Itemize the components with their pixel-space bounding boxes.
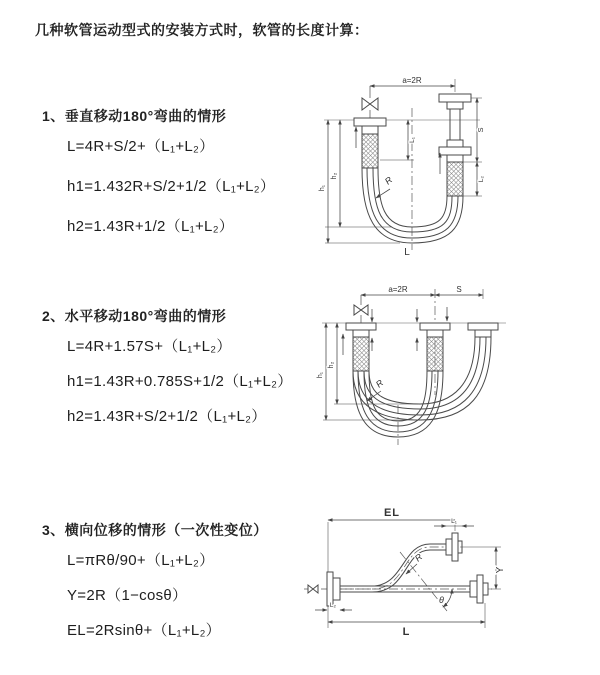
centerlines bbox=[322, 289, 506, 445]
diagram-vertical-180-bend bbox=[312, 70, 597, 265]
flange bbox=[354, 118, 386, 126]
dim-label-h2: h₂ bbox=[328, 361, 335, 369]
length-label: L bbox=[404, 247, 410, 258]
formula-length: L=4R+S/2+（L₁+L₂） bbox=[67, 138, 215, 155]
flange bbox=[439, 147, 471, 155]
dim-label-a2r: a=2R bbox=[388, 285, 408, 294]
braid-section bbox=[427, 337, 443, 371]
braid-section bbox=[353, 337, 369, 371]
radius-leader bbox=[406, 564, 417, 574]
hose-s-curve bbox=[340, 544, 446, 592]
section-2 bbox=[42, 306, 293, 440]
dim-label-h2: h₂ bbox=[331, 172, 338, 180]
diagram-horizontal-180-bend bbox=[310, 283, 600, 453]
section-1 bbox=[42, 106, 275, 255]
anchor-icon bbox=[308, 585, 318, 593]
pipe-fittings bbox=[308, 533, 488, 606]
radius-leader bbox=[367, 391, 381, 401]
dim-label-l2: L₂ bbox=[478, 175, 485, 183]
flange bbox=[439, 94, 471, 102]
formula-h1: h1=1.432R+S/2+1/2（L₁+L₂） bbox=[67, 178, 276, 195]
flange bbox=[452, 533, 458, 561]
formula-h2: h2=1.43R+1/2（L₁+L₂） bbox=[67, 218, 235, 235]
dim-label-l1: L₁ bbox=[451, 518, 457, 525]
flange bbox=[327, 572, 333, 606]
dim-label-h1: h₁ bbox=[319, 184, 326, 192]
flange bbox=[468, 323, 498, 330]
dim-label-y: Y bbox=[495, 566, 506, 574]
formula-length: L=4R+1.57S+（L₁+L₂） bbox=[67, 338, 232, 355]
flange bbox=[346, 323, 376, 330]
flange bbox=[420, 323, 450, 330]
section-3 bbox=[42, 520, 268, 654]
page-title: 几种软管运动型式的安装方式时，软管的长度计算： bbox=[35, 22, 369, 38]
radius-label: R bbox=[412, 551, 425, 564]
diagram-lateral-displacement bbox=[300, 502, 600, 647]
dim-label-l1: L₁ bbox=[409, 137, 416, 143]
valve-icon bbox=[362, 98, 378, 110]
section-2-heading: 2、水平移动180°弯曲的情形 bbox=[42, 308, 227, 324]
radius-label: R bbox=[373, 377, 386, 390]
braid-section bbox=[447, 162, 463, 196]
dim-label-l2: L₂ bbox=[329, 602, 337, 609]
formula-h1: h1=1.43R+0.785S+1/2（L₁+L₂） bbox=[67, 373, 293, 390]
flange bbox=[477, 575, 483, 603]
formula-el: EL=2Rsinθ+（L₁+L₂） bbox=[67, 622, 221, 639]
radius-leader bbox=[376, 189, 390, 198]
formula-length: L=πRθ/90+（L₁+L₂） bbox=[67, 552, 215, 569]
angle-label: θ bbox=[439, 595, 444, 605]
dim-label-el: EL bbox=[383, 507, 401, 519]
braid-section bbox=[362, 134, 378, 168]
dim-label-h1: h₁ bbox=[317, 371, 324, 379]
dimension-lines bbox=[323, 289, 483, 420]
section-3-heading: 3、横向位移的情形（一次性变位） bbox=[42, 522, 268, 538]
section-1-heading: 1、垂直移动180°弯曲的情形 bbox=[42, 108, 227, 124]
radius-label: R bbox=[382, 174, 395, 187]
formula-h2: h2=1.43R+S/2+1/2（L₁+L₂） bbox=[67, 408, 267, 425]
length-label: L bbox=[402, 626, 410, 638]
valve-icon bbox=[354, 305, 368, 315]
pipe-fittings bbox=[346, 295, 498, 371]
formula-y: Y=2R（1−cosθ） bbox=[67, 587, 188, 604]
dimension-lines bbox=[315, 520, 501, 628]
dim-label-s: S bbox=[456, 285, 462, 294]
dim-label-s: S bbox=[476, 127, 485, 133]
dim-label-a2r: a=2R bbox=[402, 76, 422, 85]
